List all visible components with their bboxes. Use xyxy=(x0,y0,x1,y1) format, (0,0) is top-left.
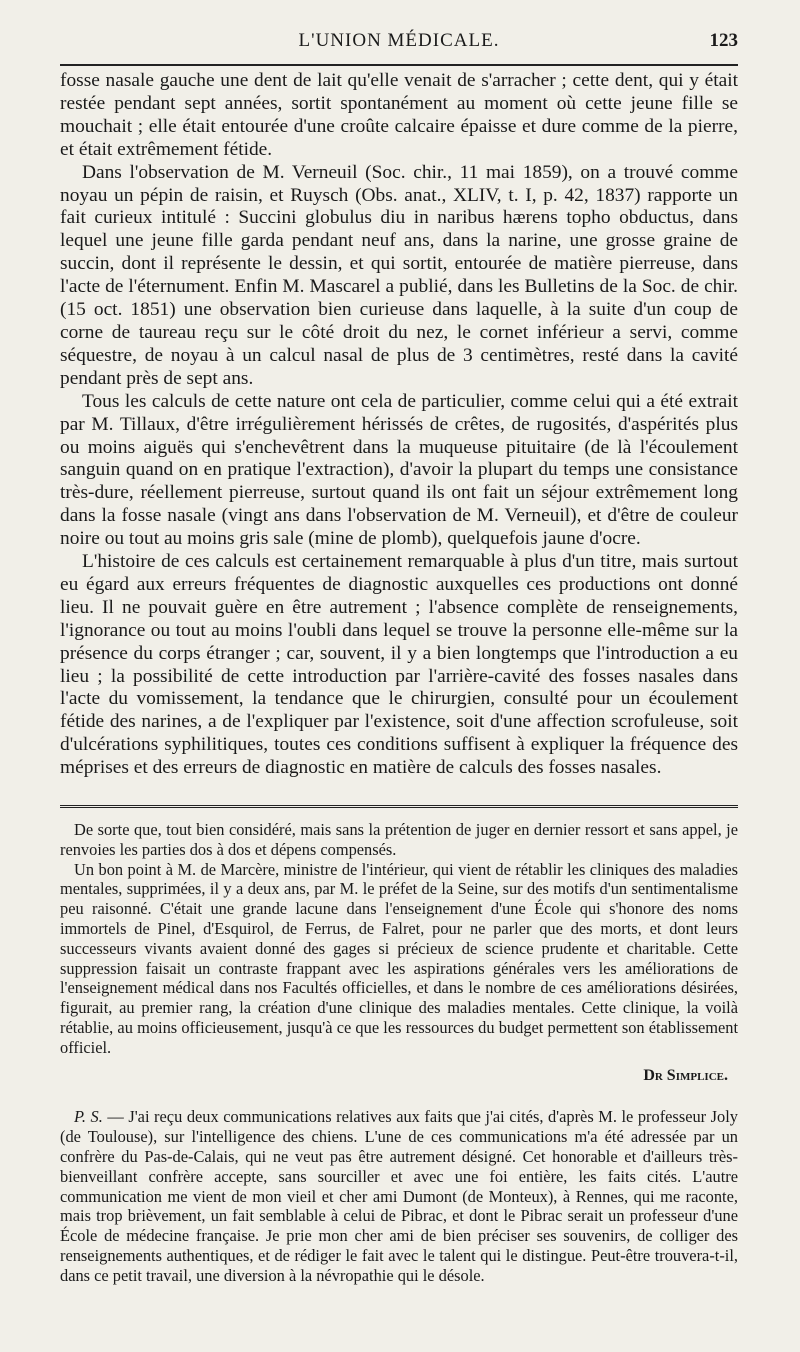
feuilleton-divider xyxy=(60,805,738,808)
feuilleton xyxy=(60,820,738,1286)
postscript xyxy=(60,1107,738,1285)
ps-label: P. S. xyxy=(74,1107,103,1127)
ps-text: — J'ai reçu deux communications relatives aux faits que j'ai cités, d'après M. le professeur Joly (de Toulouse), sur l'intelligence des chiens. L'une de ces communications m'a été adressée par un confrère du Pas-de-Calais, qui ne veut pas être autrement désigné. Cet honorable et d'ailleurs très-bienveillant confrère accepte, sans sourciller et avec une foi entière, les faits cités. L'autre communication me vient de mon vieil et cher ami Dumont (de Monteux), à Rennes, qui me raconte, mais trop brièvement, un fait semblable à celui de Pibrac, et dont le Pibrac serait un professeur d'une École de médecine française. Je prie mon cher ami de bien préciser ses souvenirs, de colliger des renseignements authentiques, et de rédiger le fait avec le talent qui le distingue. Peut-être trouvera-t-il, dans ce petit travail, une diversion à la névropathie qui le désole. xyxy=(60,1107,738,1285)
paragraph: De sorte que, tout bien considéré, mais sans la prétention de juger en dernier ressort et sans appel, je renvoies les parties dos à dos et dépens compensés. xyxy=(60,820,738,859)
paragraph: Un bon point à M. de Marcère, ministre de l'intérieur, qui vient de rétablir les cliniques des maladies mentales, supprimées, il y a deux ans, par M. le préfet de la Seine, sur des motifs d'un sentimentalisme peu raisonné. C'était une grande lacune dans l'enseignement d'une École qui s'honore des noms immortels de Pinel, d'Esquirol, de Ferrus, de Falret, pour ne parler que des morts, et dont leurs successeurs vivants avaient donné des gages si précieux de science prudente et charitable. Cette suppression faisait un contraste frappant avec les aspirations générales vers les améliorations de l'enseignement médical dans nos Facultés officielles, et dans le nombre de ces améliorations désirées, figurait, au premier rang, la création d'une clinique des maladies mentales. Cette clinique, la voilà rétablie, au moins officieusement, jusqu'à ce que les ressources du budget permettent son établissement officiel. xyxy=(60,859,738,1057)
running-title: L'UNION MÉDICALE. xyxy=(298,30,500,51)
paragraph: L'histoire de ces calculs est certainement remarquable à plus d'un titre, mais surtout eu égard aux erreurs fréquentes de diagnostic auxquelles ces productions ont donné lieu. Il ne pouvait guère en être autrement ; l'absence complète de renseignements, l'ignorance ou tout au moins l'oubli dans lequel se trouve la personne elle-même sur la présence du corps étranger ; car, souvent, il y a bien longtemps que l'introduction a eu lieu ; la possibilité de cette introduction par l'arrière-cavité des fosses nasales dans l'acte du vomissement, la tendance que le chirurgien, consulté pour un écoulement fétide des narines, a de l'expliquer par l'existence, soit d'une affection scrofuleuse, soit d'ulcérations syphilitiques, toutes ces conditions suffisent à expliquer la fréquence des méprises et des erreurs de diagnostic en matière de calculs des fosses nasales. xyxy=(60,551,738,779)
paragraph: Dans l'observation de M. Verneuil (Soc. chir., 11 mai 1859), on a trouvé comme noyau un pépin de raisin, et Ruysch (Obs. anat., XLIV, t. I, p. 42, 1837) rapporte un fait curieux intitulé : Succini globulus diu in naribus hærens topho obductus, dans lequel une jeune fille garda pendant neuf ans, dans la narine, une grosse graine de succin, dont il représente le dessin, et qui sortit, entourée de matière pierreuse, dans l'acte de l'éternument. Enfin M. Mascarel a publié, dans les Bulletins de la Soc. de chir. (15 oct. 1851) une observation bien curieuse dans laquelle, à la suite d'un coup de corne de taureau reçu sur le côté droit du nez, le cornet inférieur a servi, comme séquestre, de noyau à un calcul nasal de plus de 3 centimètres, resté dans la cavité pendant près de sept ans. xyxy=(60,161,738,389)
page-number: 123 xyxy=(709,30,738,51)
page-header xyxy=(60,22,738,58)
signature: Dr Simplice. xyxy=(643,1066,728,1084)
header-rule xyxy=(60,64,738,66)
paragraph: fosse nasale gauche une dent de lait qu'elle venait de s'arracher ; cette dent, qui y était restée pendant sept années, sortit spontanément au moment où cette jeune fille se mouchait ; elle était entourée d'une croûte calcaire épaisse et dure comme de la pierre, et était extrêmement fétide. xyxy=(60,70,738,160)
paragraph: Tous les calculs de cette nature ont cela de particulier, comme celui qui a été extrait par M. Tillaux, d'être irrégulièrement hérissés de crêtes, de rugosités, d'aspérités plus ou moins aiguës qui s'enchevêtrent dans la muqueuse pituitaire (de là l'écoulement sanguin quand on en pratique l'extraction), d'avoir la plupart du temps une consistance très-dure, réellement pierreuse, surtout quand ils ont fait un séjour extrêmement long dans la fosse nasale (vingt ans dans l'observation de M. Verneuil), et d'être de couleur noire ou tout au moins gris sale (mine de plomb), quelquefois jaune d'ocre. xyxy=(60,390,738,550)
main-article xyxy=(60,70,738,780)
